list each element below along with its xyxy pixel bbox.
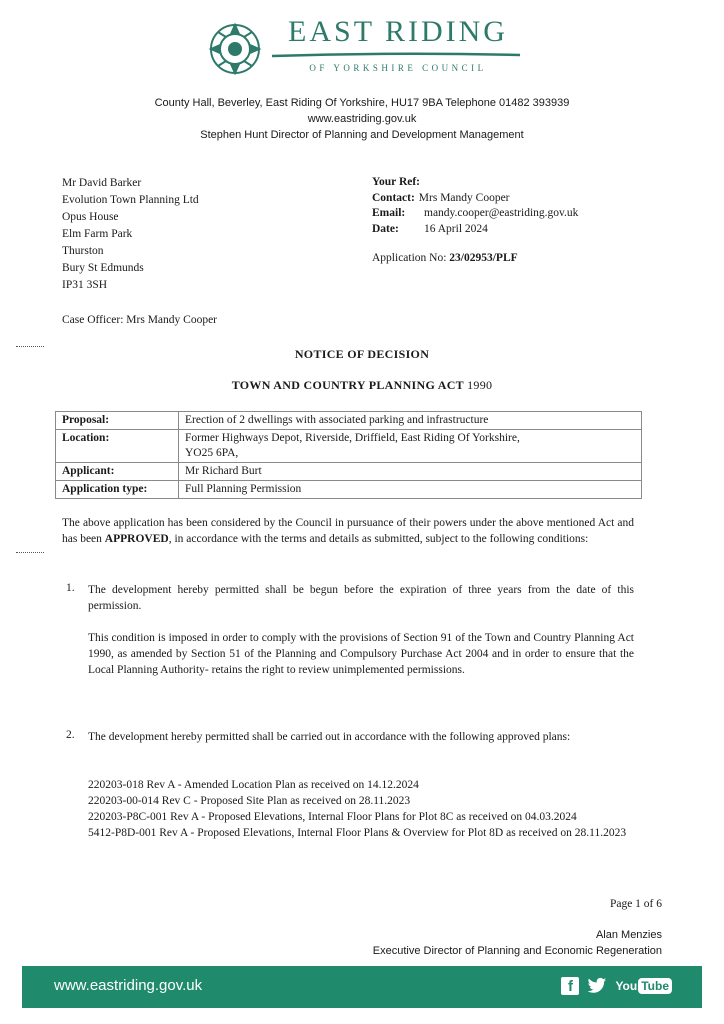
act-heading-year: 1990 <box>467 378 493 392</box>
twitter-icon[interactable] <box>587 977 607 995</box>
decision-text-before: The above application has been considered by the Council in pursuance of their powers under the above mentioned Act and has been <box>62 517 634 545</box>
act-heading <box>0 378 724 393</box>
recipient-line: Evolution Town Planning Ltd <box>62 194 199 206</box>
proposal-value: Erection of 2 dwellings with associated parking and infrastructure <box>179 412 642 430</box>
table-row <box>56 481 642 499</box>
approved-plans-list <box>88 777 634 841</box>
table-row <box>56 412 642 430</box>
recipient-address <box>62 175 199 294</box>
recipient-line: IP31 3SH <box>62 279 108 291</box>
applicant-label: Applicant: <box>56 463 179 481</box>
contact-value: Mrs Mandy Cooper <box>418 191 510 204</box>
location-label: Location: <box>56 430 179 463</box>
date-value: 16 April 2024 <box>424 222 488 235</box>
plan-item: 5412-P8D-001 Rev A - Proposed Elevations, Internal Floor Plans & Overview for Plot 8D as received on 28.11.2023 <box>88 827 627 839</box>
recipient-line: Bury St Edmunds <box>62 262 144 274</box>
notice-heading: NOTICE OF DECISION <box>294 347 430 361</box>
application-value: 23/02953/PLF <box>449 252 518 264</box>
condition-number: 2. <box>66 729 75 741</box>
youtube-tube: Tube <box>638 978 672 994</box>
email-label: Email: <box>372 207 406 219</box>
youtube-you: You <box>615 979 638 993</box>
youtube-icon[interactable] <box>615 978 672 994</box>
application-details-table <box>55 411 642 499</box>
brand-subtitle: OF YORKSHIRE COUNCIL <box>309 63 487 73</box>
plan-item: 220203-P8C-001 Rev A - Proposed Elevations, Internal Floor Plans for Plot 8C as received on 04.03.2024 <box>88 811 577 823</box>
page-number: Page 1 of 6 <box>609 898 662 910</box>
footer-website-link[interactable]: www.eastriding.gov.uk <box>54 977 203 994</box>
brand-title: EAST RIDING <box>288 15 508 48</box>
condition-text: The development hereby permitted shall be begun before the expiration of three years from the date of this permission. <box>88 584 634 612</box>
council-website: www.eastriding.gov.uk <box>307 113 417 125</box>
application-type-value: Full Planning Permission <box>179 481 642 499</box>
recipient-line: Mr David Barker <box>62 177 142 189</box>
act-heading-text: TOWN AND COUNTRY PLANNING ACT <box>231 378 464 392</box>
your-ref-label: Your Ref: <box>372 176 421 188</box>
email-value: mandy.cooper@eastriding.gov.uk <box>424 207 579 219</box>
application-number <box>372 252 518 264</box>
condition-number: 1. <box>66 582 75 594</box>
proposal-label: Proposal: <box>56 412 179 430</box>
location-line: YO25 6PA, <box>185 447 239 459</box>
decision-status: APPROVED <box>104 533 169 545</box>
recipient-line: Opus House <box>62 211 119 223</box>
director-line: Stephen Hunt Director of Planning and Development Management <box>200 129 524 141</box>
condition-text: The development hereby permitted shall be carried out in accordance with the following approved plans: <box>88 731 571 743</box>
contact-label: Contact: <box>372 191 415 204</box>
signatory-title: Executive Director of Planning and Economic Regeneration <box>372 945 662 957</box>
decision-text-after: , in accordance with the terms and details as submitted, subject to the following conditions: <box>168 533 589 545</box>
reference-block <box>372 175 578 237</box>
condition-reason: This condition is imposed in order to comply with the provisions of Section 91 of the Town and Country Planning Act 1990, as amended by Section 51 of the Planning and Compulsory Purchase Act 2004 and in order to ensure that the Local Planning Authority- retains the right to review unimplemented permissions. <box>88 632 634 676</box>
plan-item: 220203-00-014 Rev C - Proposed Site Plan as received on 28.11.2023 <box>88 795 411 807</box>
council-address: County Hall, Beverley, East Riding Of Yorkshire, HU17 9BA Telephone 01482 393939 <box>154 97 570 109</box>
date-label: Date: <box>372 222 399 235</box>
social-icons <box>561 977 672 995</box>
recipient-line: Thurston <box>62 245 104 257</box>
application-type-label: Application type: <box>56 481 179 499</box>
location-line: Former Highways Depot, Riverside, Driffield, East Riding Of Yorkshire, <box>185 432 520 444</box>
application-label: Application No: <box>372 252 447 264</box>
margin-mark <box>16 552 44 553</box>
signatory-name: Alan Menzies <box>595 929 662 941</box>
footer-bar <box>22 966 702 1008</box>
table-row <box>56 463 642 481</box>
decision-paragraph <box>62 515 634 547</box>
facebook-icon[interactable]: f <box>561 977 579 995</box>
location-value <box>179 430 642 463</box>
case-officer: Case Officer: Mrs Mandy Cooper <box>62 314 218 326</box>
applicant-value: Mr Richard Burt <box>179 463 642 481</box>
brand-underline <box>272 52 520 58</box>
table-row <box>56 430 642 463</box>
plan-item: 220203-018 Rev A - Amended Location Plan as received on 14.12.2024 <box>88 779 419 791</box>
council-rose-logo <box>208 19 262 79</box>
recipient-line: Elm Farm Park <box>62 228 133 240</box>
